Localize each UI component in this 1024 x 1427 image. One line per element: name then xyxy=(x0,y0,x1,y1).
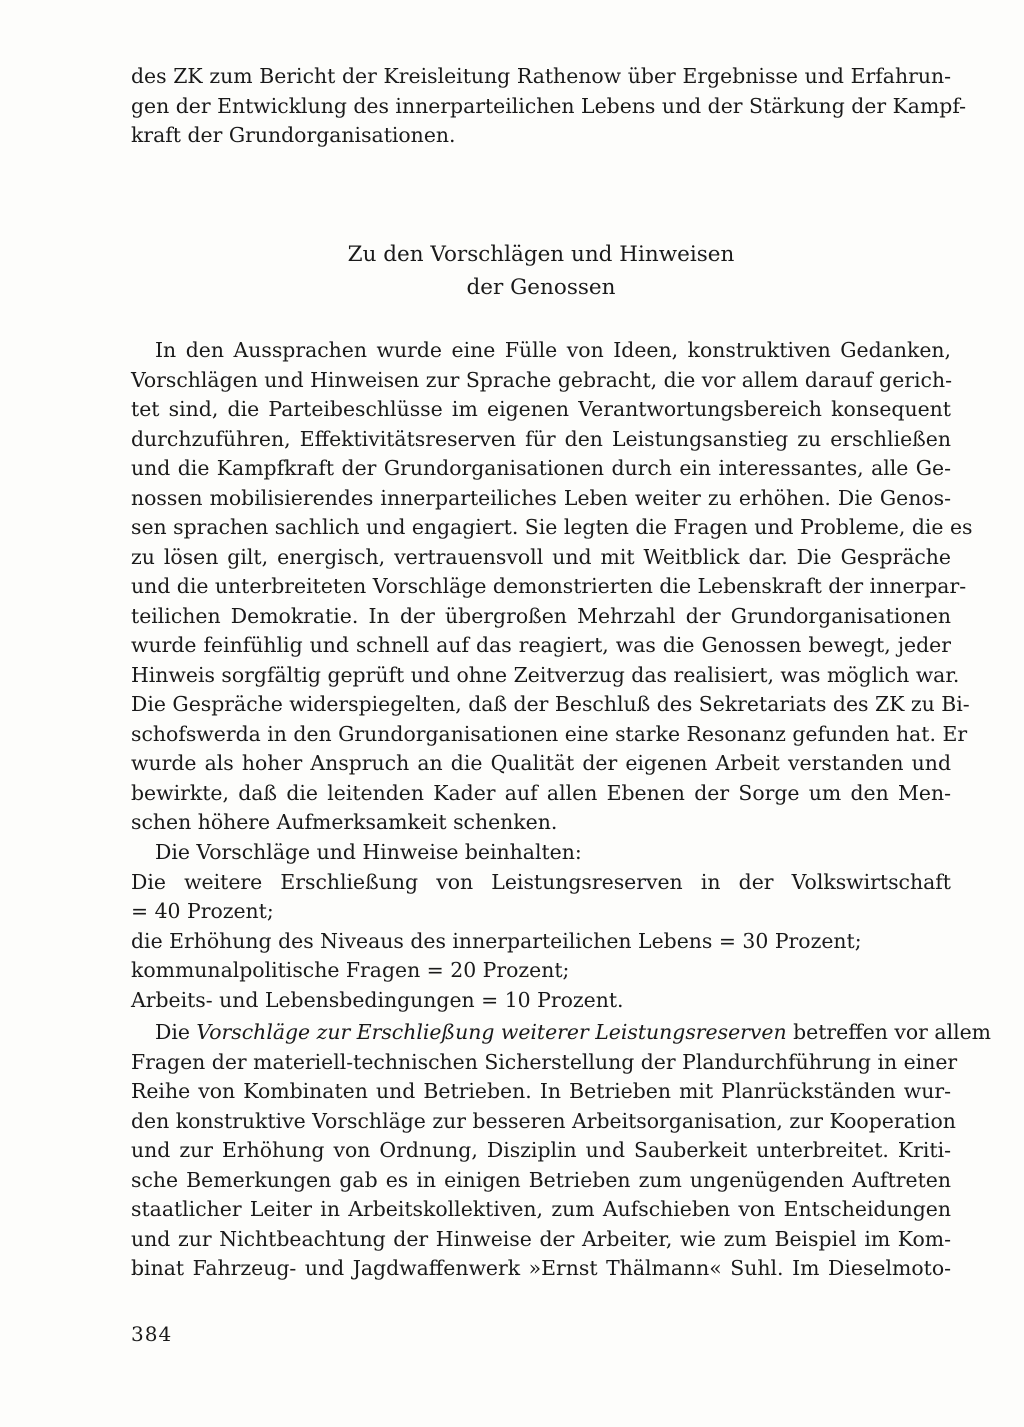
text-line: Fragen der materiell-technischen Sicherstellung der Plandurchführung in einer xyxy=(131,1049,958,1074)
text-line: gen der Entwicklung des innerparteilichen Lebens und der Stärkung der Kampf- xyxy=(131,93,967,118)
text-line: teilichen Demokratie. In der übergroßen Mehrzahl der Grundorganisationen xyxy=(131,603,951,628)
text-line: Hinweis sorgfältig geprüft und ohne Zeitverzug das realisiert, was möglich war. xyxy=(131,662,960,687)
proposals-intro: Die Vorschläge und Hinweise beinhalten: xyxy=(155,840,582,864)
italic-phrase: Vorschläge zur Erschließung weiterer Leistungsreserven xyxy=(196,1020,787,1044)
main-paragraph xyxy=(131,336,973,838)
list-item: die Erhöhung des Niveaus des innerparteilichen Lebens = 30 Prozent; xyxy=(131,928,862,953)
text-line: schofswerda in den Grundorganisationen eine starke Resonanz gefunden hat. Er xyxy=(131,721,968,746)
list-item: Die weitere Erschließung von Leistungsreserven in der Volkswirtschaft xyxy=(131,869,951,894)
text-line: schen höhere Aufmerksamkeit schenken. xyxy=(131,810,558,834)
proposals-block xyxy=(131,838,951,1015)
text-fragment: Die xyxy=(155,1020,190,1044)
text-line: nossen mobilisierendes innerparteiliches Leben weiter zu erhöhen. Die Genos- xyxy=(131,485,951,510)
text-line: In den Aussprachen wurde eine Fülle von Ideen, konstruktiven Gedanken, xyxy=(155,338,951,362)
text-line: sche Bemerkungen gab es in einigen Betrieben zum ungenügenden Auftreten xyxy=(131,1167,951,1192)
text-line xyxy=(131,1018,992,1048)
section-heading xyxy=(131,238,951,304)
text-line: sen sprachen sachlich und engagiert. Sie legten die Fragen und Probleme, die es xyxy=(131,515,973,539)
text-line: des ZK zum Bericht der Kreisleitung Rathenow über Ergebnisse und Erfahrun- xyxy=(131,64,951,88)
text-line: den konstruktive Vorschläge zur besseren Arbeitsorganisation, zur Kooperation xyxy=(131,1108,956,1133)
text-fragment: betreffen vor allem xyxy=(793,1020,992,1044)
text-line: kraft der Grundorganisationen. xyxy=(131,123,456,147)
page-number: 384 xyxy=(131,1322,173,1346)
heading-line: der Genossen xyxy=(466,275,616,300)
text-line: und die unterbreiteten Vorschläge demonstrierten die Lebenskraft der innerpar- xyxy=(131,574,967,598)
text-line: bewirkte, daß die leitenden Kader auf allen Ebenen der Sorge um den Men- xyxy=(131,780,951,805)
text-line: binat Fahrzeug- und Jagdwaffenwerk »Ernst Thälmann« Suhl. Im Dieselmoto- xyxy=(131,1256,951,1280)
text-line: und die Kampfkraft der Grundorganisationen durch ein interessantes, alle Ge- xyxy=(131,456,951,480)
text-line: tet sind, die Parteibeschlüsse im eigenen Verantwortungsbereich konsequent xyxy=(131,397,951,421)
intro-paragraph xyxy=(131,62,967,151)
text-line: wurde feinfühlig und schnell auf das reagiert, was die Genossen bewegt, jeder xyxy=(131,633,951,657)
list-item: Arbeits- und Lebensbedingungen = 10 Prozent. xyxy=(131,987,624,1012)
text-line: staatlicher Leiter in Arbeitskollektiven, zum Aufschieben von Entscheidungen xyxy=(131,1197,951,1221)
text-line: Vorschlägen und Hinweisen zur Sprache gebracht, die vor allem darauf gerich- xyxy=(131,367,952,392)
text-line: und zur Nichtbeachtung der Hinweise der Arbeiter, wie zum Beispiel im Kom- xyxy=(131,1226,951,1251)
last-paragraph xyxy=(131,1018,992,1284)
text-line: durchzuführen, Effektivitätsreserven für den Leistungsanstieg zu erschließen xyxy=(131,426,951,451)
list-item: kommunalpolitische Fragen = 20 Prozent; xyxy=(131,958,570,982)
heading-line: Zu den Vorschlägen und Hinweisen xyxy=(347,242,735,267)
list-item: = 40 Prozent; xyxy=(131,899,274,923)
text-line: wurde als hoher Anspruch an die Qualität der eigenen Arbeit verstanden und xyxy=(131,751,951,775)
text-line: Reihe von Kombinaten und Betrieben. In Betrieben mit Planrückständen wur- xyxy=(131,1079,951,1103)
text-line: Die Gespräche widerspiegelten, daß der Beschluß des Sekretariats des ZK zu Bi- xyxy=(131,692,970,716)
text-line: und zur Erhöhung von Ordnung, Disziplin und Sauberkeit unterbreitet. Kriti- xyxy=(131,1138,951,1162)
text-line: zu lösen gilt, energisch, vertrauensvoll und mit Weitblick dar. Die Gespräche xyxy=(131,544,951,569)
